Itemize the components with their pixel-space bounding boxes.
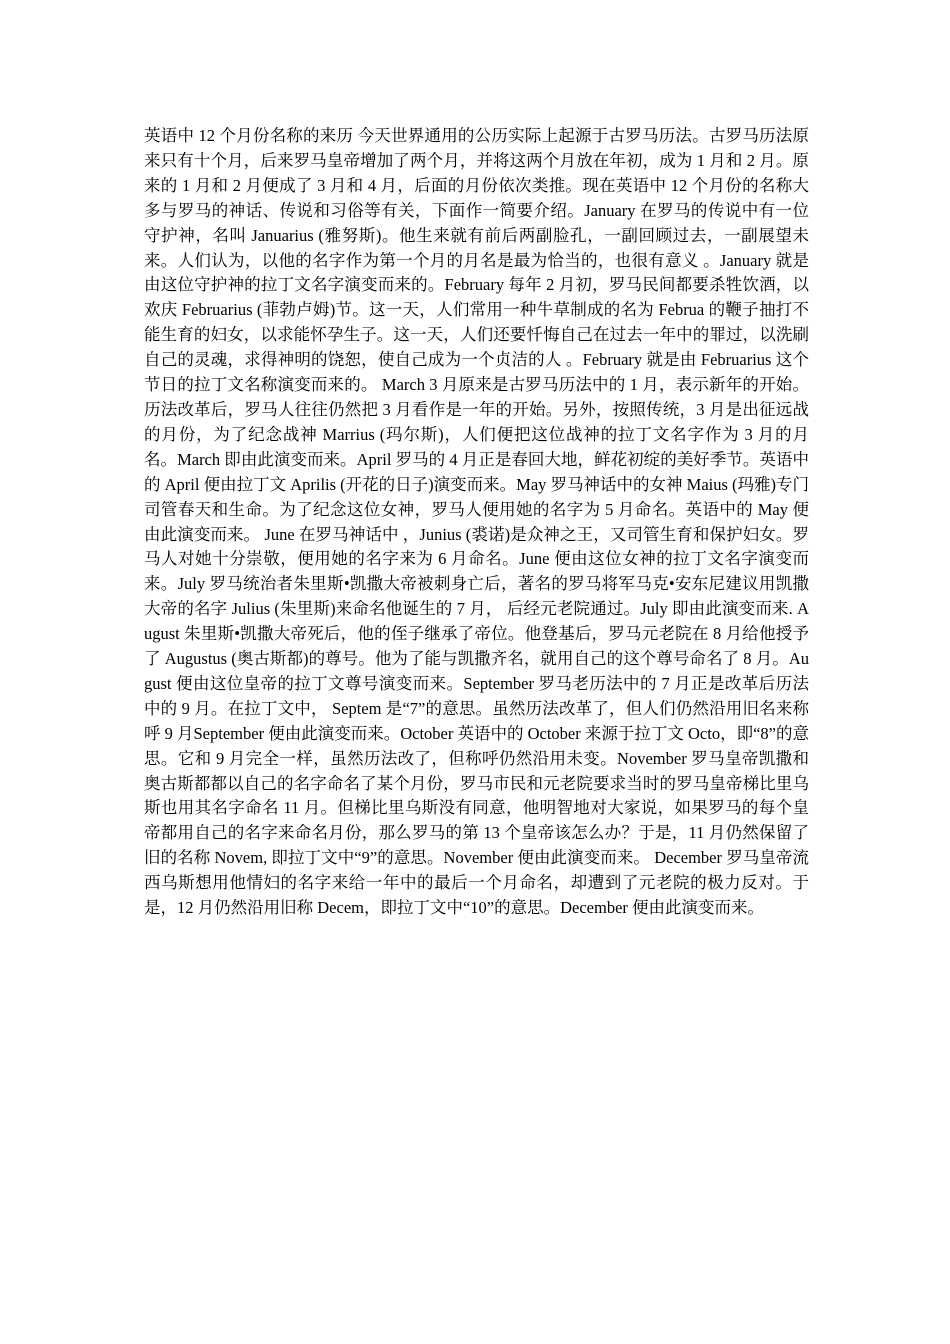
article-paragraph: 英语中 12 个月份名称的来历 今天世界通用的公历实际上起源于古罗马历法。古罗马历法原来只有十个月，后来罗马皇帝增加了两个月，并将这两个月放在年初，成为 1 月和 2 月。原来的 1 月和 2 月便成了 3 月和 4 月，后面的月份依次类推。现在英语中 12 个月份的名称大多与罗马的神话、传说和习俗等有关，下面作一简要介绍。January 在罗马的传说中有一位守护神，名叫 Januarius (雅努斯)。他生来就有前后两副脸孔，一副回顾过去，一副展望未来。人们认为，以他的名字作为第一个月的月名是最为恰当的，也很有意义 。January 就是由这位守护神的拉丁文名字演变而来的。February 每年 2 月初，罗马民间都要杀牲饮酒，以欢庆 Februarius (菲勃卢姆)节。这一天，人们常用一种牛草制成的名为 Februa 的鞭子抽打不能生育的妇女，以求能怀孕生子。这一天，人们还要忏悔自己在过去一年中的罪过，以洗刷自己的灵魂，求得神明的饶恕，使自己成为一个贞洁的人 。February 就是由 Februarius 这个节日的拉丁文名称演变而来的。 March 3 月原来是古罗马历法中的 1 月，表示新年的开始。历法改革后，罗马人往往仍然把 3 月看作是一年的开始。另外，按照传统，3 月是出征远战的月份，为了纪念战神 Marrius (玛尔斯)，人们便把这位战神的拉丁文名字作为 3 月的月名。March 即由此演变而来。April 罗马的 4 月正是春回大地，鲜花初绽的美好季节。英语中的 April 便由拉丁文 Aprilis (开花的日子)演变而来。May 罗马神话中的女神 Maius (玛雅)专门司管春天和生命。为了纪念这位女神，罗马人便用她的名字为 5 月命名。英语中的 May 便由此演变而来。 June 在罗马神话中 ，Junius (裘诺)是众神之王，又司管生育和保护妇女。罗马人对她十分崇敬，便用她的名字来为 6 月命名。June 便由这位女神的拉丁文名字演变而来。July 罗马统治者朱里斯•凯撒大帝被刺身亡后，著名的罗马将军马克•安东尼建议用凯撒大帝的名字 Julius (朱里斯)来命名他诞生的 7 月， 后经元老院通过。July 即由此演变而来. August 朱里斯•凯撒大帝死后，他的侄子继承了帝位。他登基后，罗马元老院在 8 月给他授予了 Augustus (奥古斯都)的尊号。他为了能与凯撒齐名，就用自己的这个尊号命名了 8 月。August 便由这位皇帝的拉丁文尊号演变而来。September 罗马老历法中的 7 月正是改革后历法中的 9 月。在拉丁文中， Septem 是“7”的意思。虽然历法改革了，但人们仍然沿用旧名来称呼 9 月September 便由此演变而来。October 英语中的 October 来源于拉丁文 Octo，即“8”的意思。它和 9 月完全一样，虽然历法改了，但称呼仍然沿用未变。November 罗马皇帝凯撒和奥古斯都都以自己的名字命名了某个月份，罗马市民和元老院要求当时的罗马皇帝梯比里乌斯也用其名字命名 11 月。但梯比里乌斯没有同意，他明智地对大家说，如果罗马的每个皇帝都用自己的名字来命名月份，那么罗马的第 13 个皇帝该怎么办？于是，11 月仍然保留了旧的名称 Novem, 即拉丁文中“9”的意思。November 便由此演变而来。 December 罗马皇帝流西乌斯想用他情妇的名字来给一年中的最后一个月命名，却遭到了元老院的极力反对。于是，12 月仍然沿用旧称 Decem，即拉丁文中“10”的意思。December 便由此演变而来。 (144, 126, 810, 918)
